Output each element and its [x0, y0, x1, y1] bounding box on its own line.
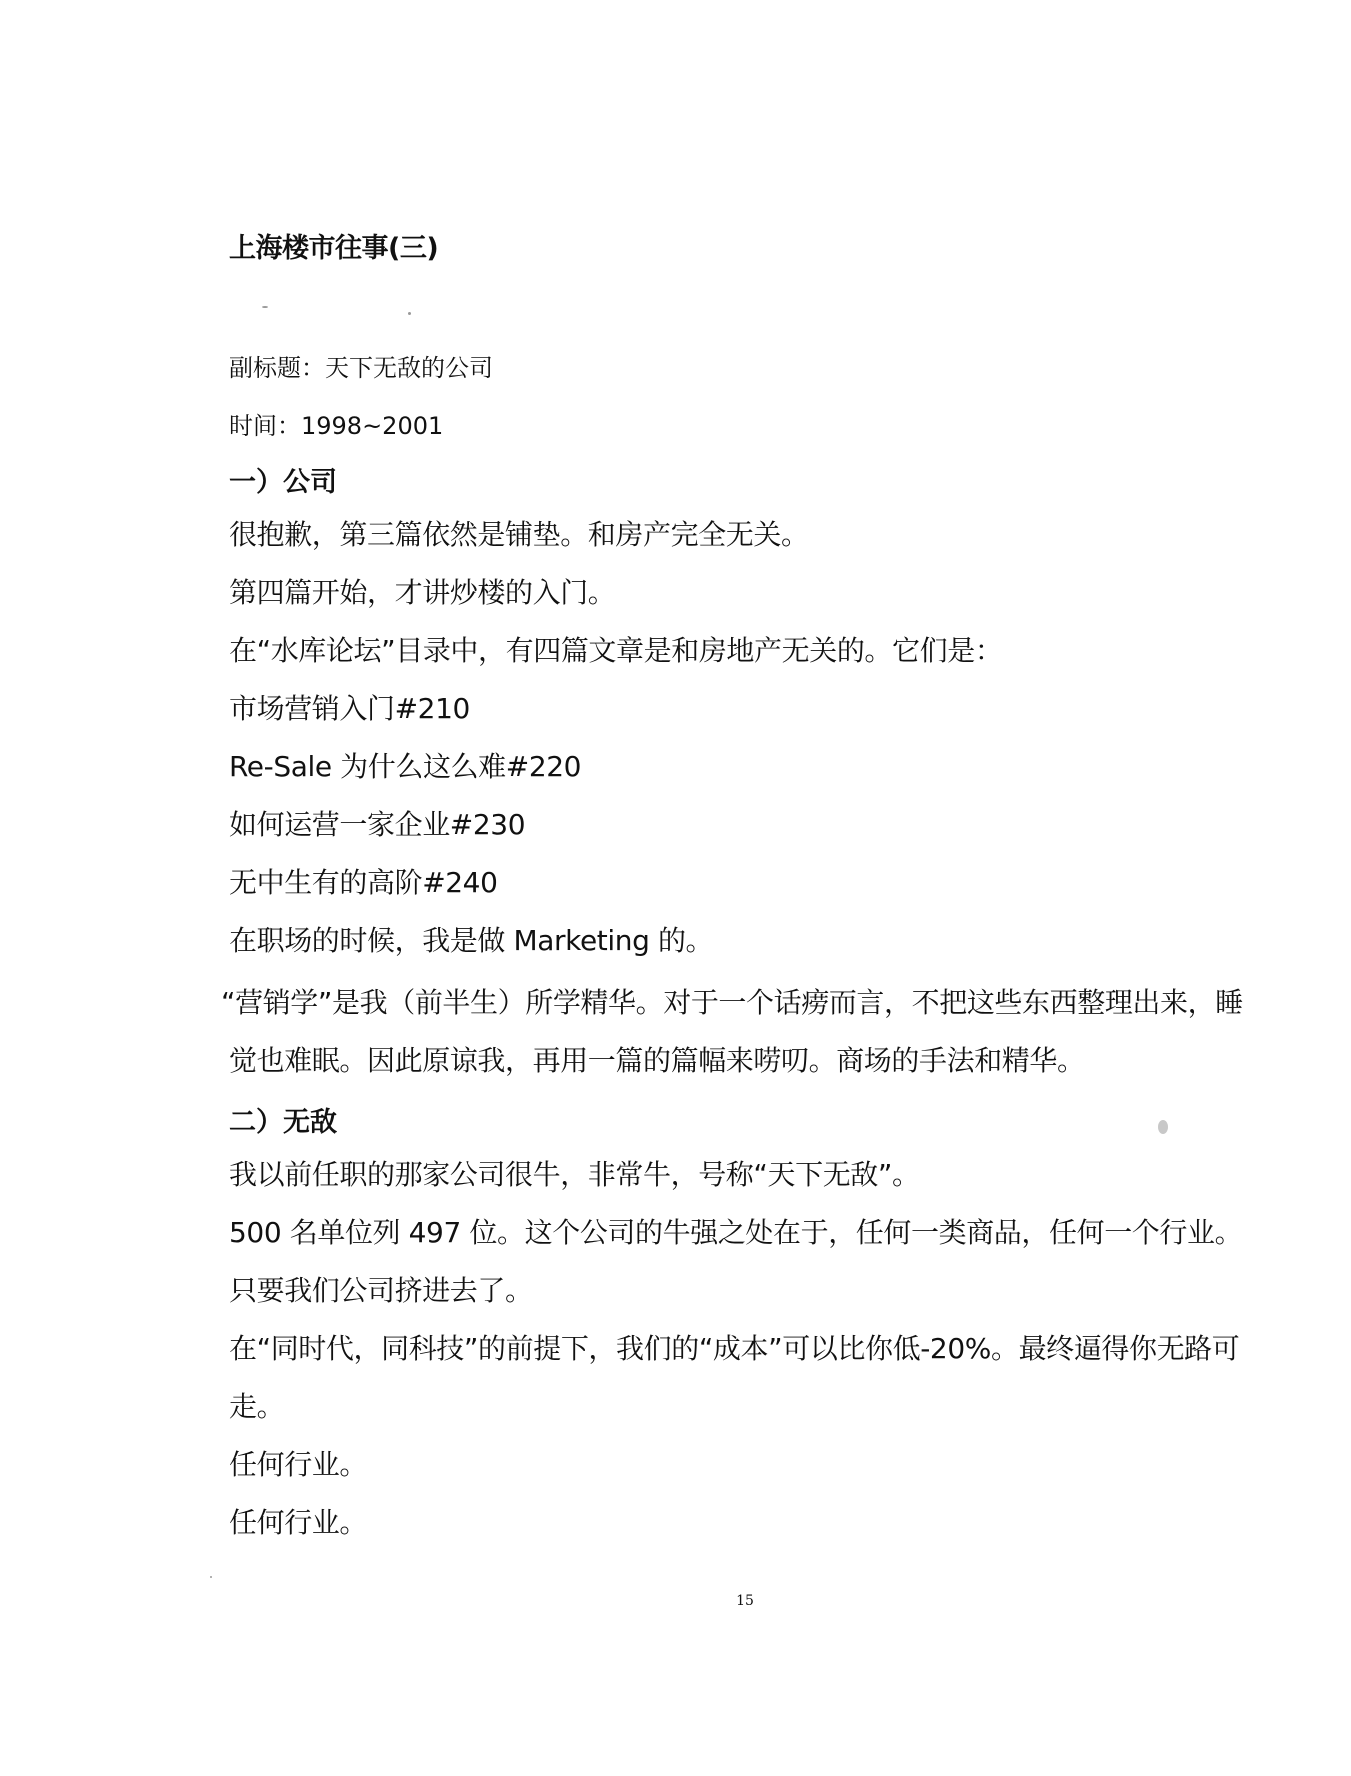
body-line: 在“水库论坛”目录中，有四篇文章是和房地产无关的。它们是： — [229, 634, 1003, 667]
body-line: 在职场的时候，我是做 Marketing 的。 — [229, 924, 714, 957]
article-list-item: 市场营销入门#210 — [229, 692, 470, 725]
body-paragraph: “营销学”是我（前半生）所学精华。对于一个话痨而言，不把这些东西整理出来，睡觉也难眠。因此原谅我，再用一篇的篇幅来唠叨。商场的手法和精华。 — [221, 986, 1243, 1077]
document-title: 上海楼市往事(三) — [229, 233, 439, 264]
body-paragraph: 500 名单位列 497 位。这个公司的牛强之处在于，任何一类商品，任何一个行业。只要我们公司挤进去了。 — [229, 1216, 1243, 1307]
scan-speck — [262, 306, 268, 308]
page-number: 15 — [736, 1593, 754, 1609]
body-line: 任何行业。 — [229, 1506, 368, 1539]
subtitle-line: 副标题：天下无敌的公司 — [229, 354, 493, 382]
scan-speck — [1158, 1120, 1168, 1134]
article-list-item: Re-Sale 为什么这么难#220 — [229, 750, 582, 783]
scan-speck — [210, 1576, 212, 1578]
article-list-item: 无中生有的高阶#240 — [229, 866, 498, 899]
scan-speck — [408, 312, 411, 315]
section-heading-invincible: 二）无敌 — [229, 1107, 337, 1138]
body-paragraph: 在“同时代，同科技”的前提下，我们的“成本”可以比你低-20%。最终逼得你无路可走。 — [229, 1332, 1240, 1423]
section-heading-company: 一）公司 — [229, 467, 337, 498]
body-line: 很抱歉，第三篇依然是铺垫。和房产完全无关。 — [229, 518, 809, 551]
time-line: 时间：1998~2001 — [229, 412, 444, 440]
body-line: 第四篇开始，才讲炒楼的入门。 — [229, 576, 616, 609]
body-line: 任何行业。 — [229, 1448, 368, 1481]
article-list-item: 如何运营一家企业#230 — [229, 808, 526, 841]
body-line: 我以前任职的那家公司很牛，非常牛，号称“天下无敌”。 — [229, 1158, 920, 1191]
